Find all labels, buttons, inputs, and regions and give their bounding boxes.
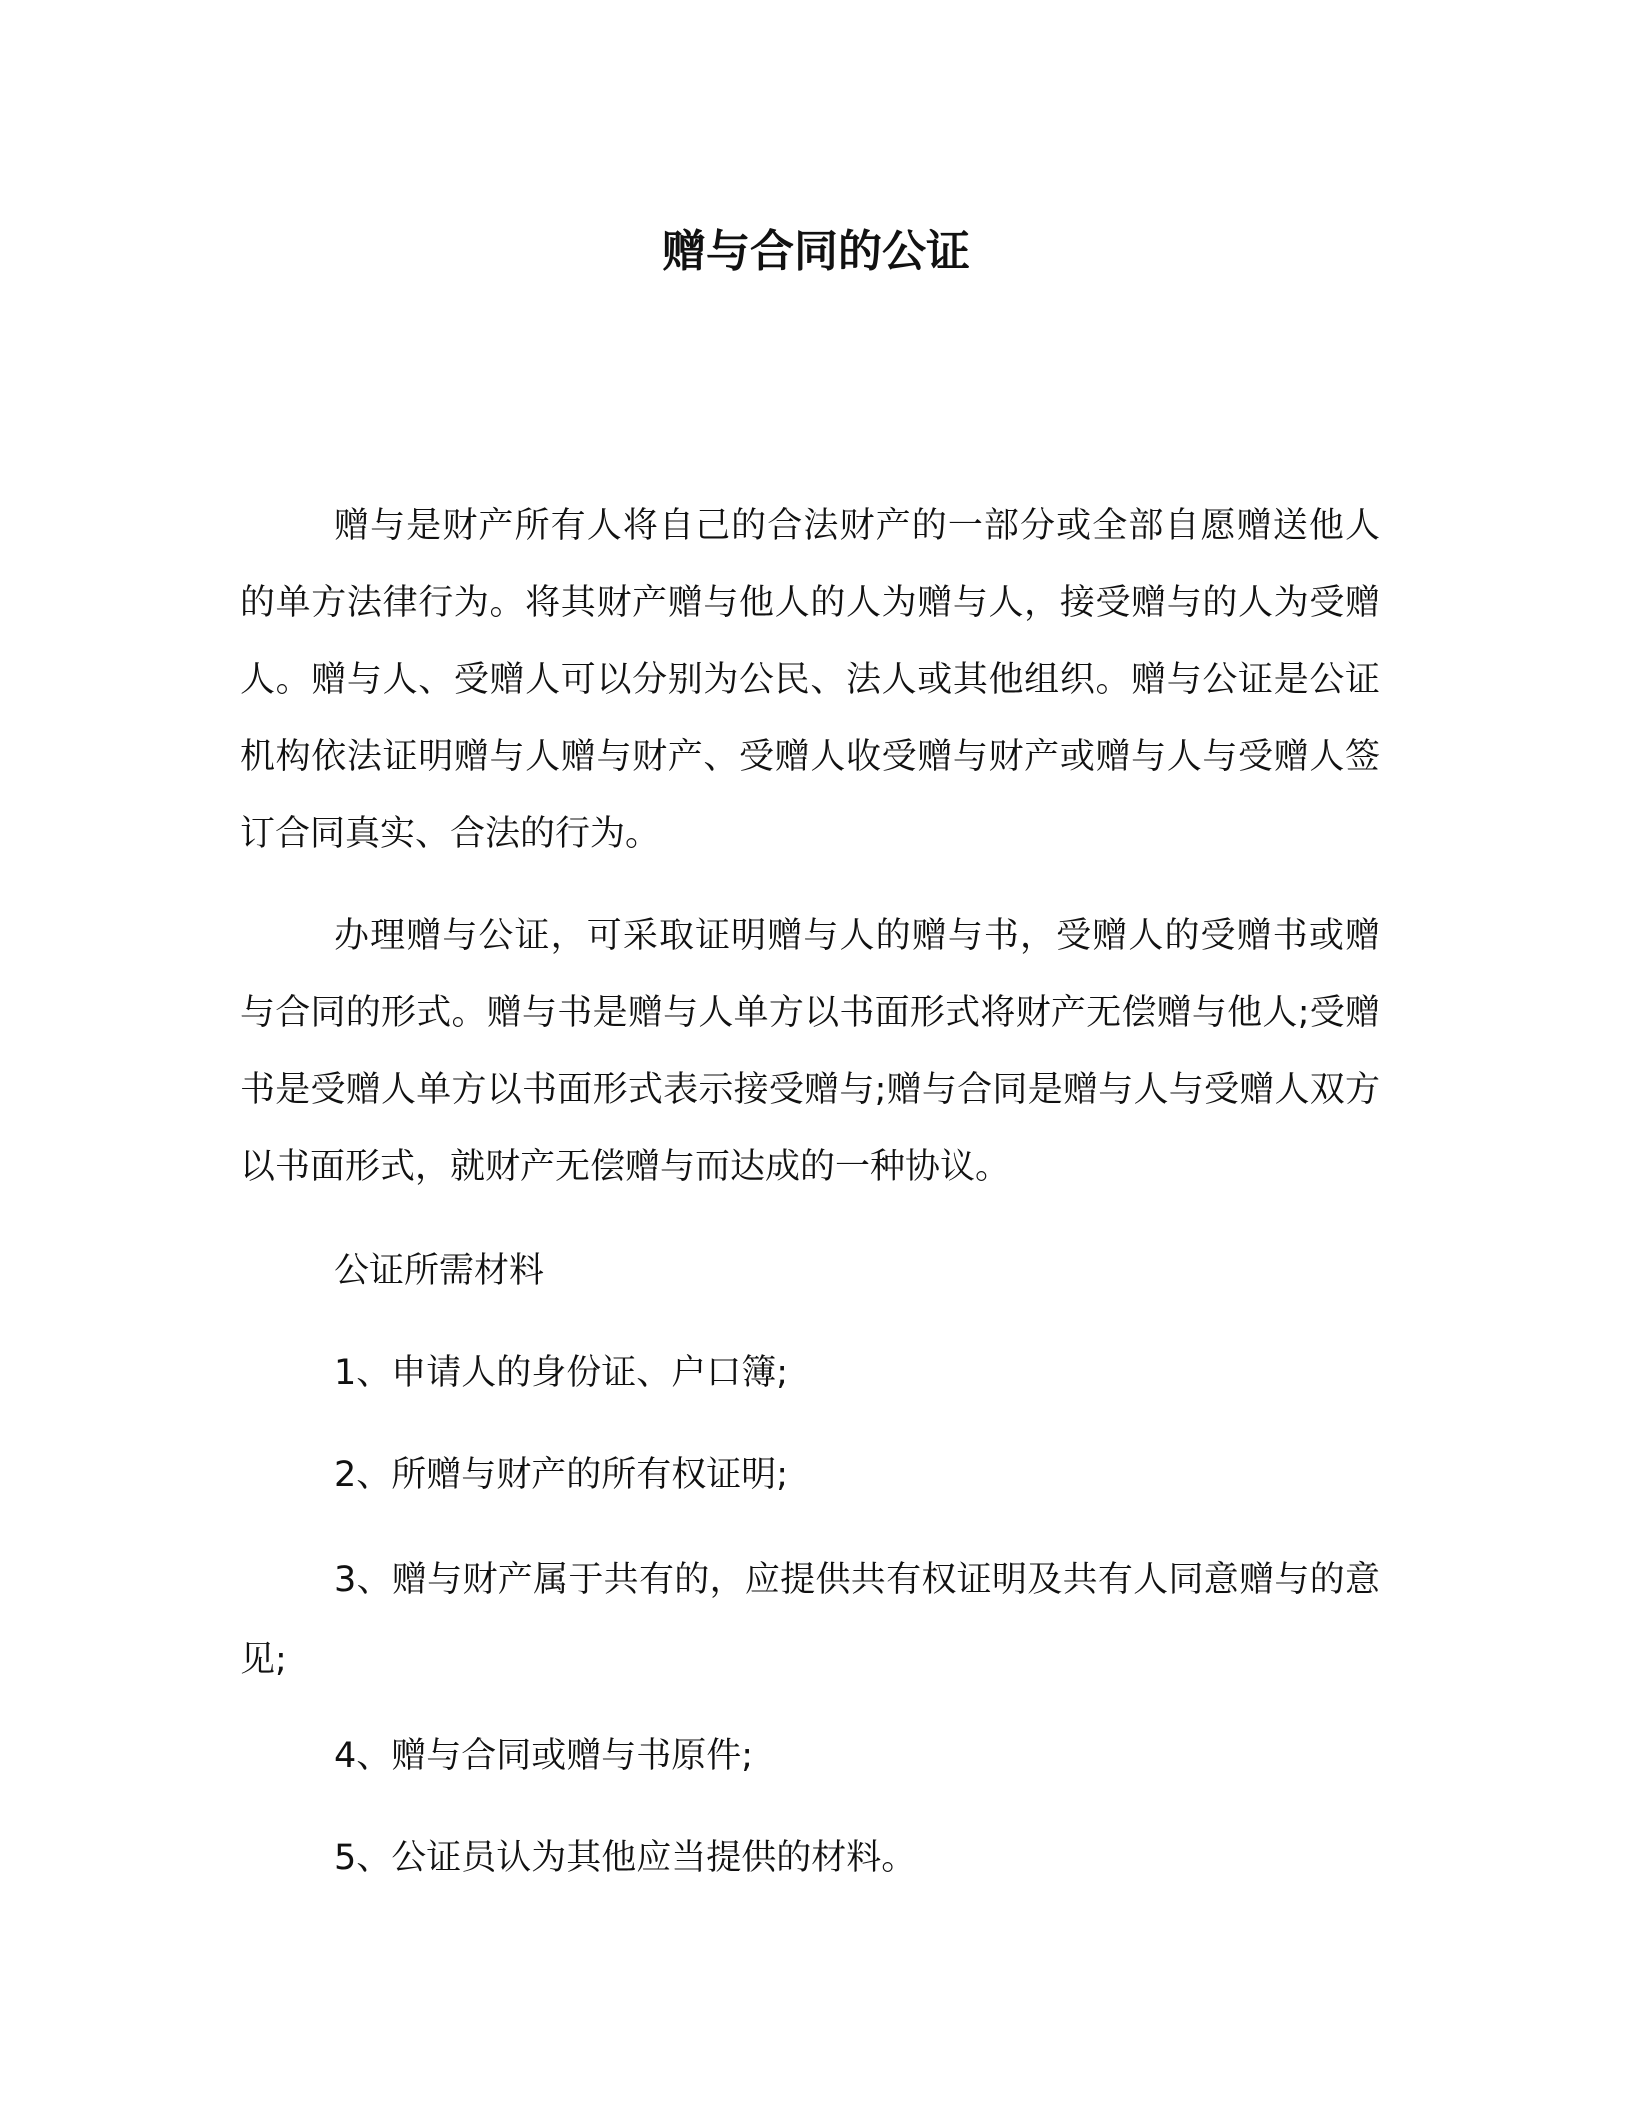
material-item-4: 4、赠与合同或赠与书原件; bbox=[334, 1736, 754, 1776]
document-title: 赠与合同的公证 bbox=[662, 226, 970, 277]
material-item-3: 3、赠与财产属于共有的，应提供共有权证明及共有人同意赠与的意见; bbox=[240, 1560, 1380, 1680]
material-item-5: 5、公证员认为其他应当提供的材料。 bbox=[334, 1838, 917, 1878]
materials-heading: 公证所需材料 bbox=[334, 1251, 545, 1291]
paragraph-gift-definition: 赠与是财产所有人将自己的合法财产的一部分或全部自愿赠送他人的单方法律行为。将其财产赠与他人的人为赠与人，接受赠与的人为受赠人。赠与人、受赠人可以分别为公民、法人或其他组织。赠与公证是公证机构依法证明赠与人赠与财产、受赠人收受赠与财产或赠与人与受赠人签订合同真实、合法的行为。 bbox=[240, 506, 1380, 854]
paragraph-gift-forms: 办理赠与公证，可采取证明赠与人的赠与书，受赠人的受赠书或赠与合同的形式。赠与书是赠与人单方以书面形式将财产无偿赠与他人;受赠书是受赠人单方以书面形式表示接受赠与;赠与合同是赠与人与受赠人双方以书面形式，就财产无偿赠与而达成的一种协议。 bbox=[240, 916, 1380, 1187]
material-item-1: 1、申请人的身份证、户口簿; bbox=[334, 1353, 789, 1393]
material-item-2: 2、所赠与财产的所有权证明; bbox=[334, 1455, 789, 1495]
